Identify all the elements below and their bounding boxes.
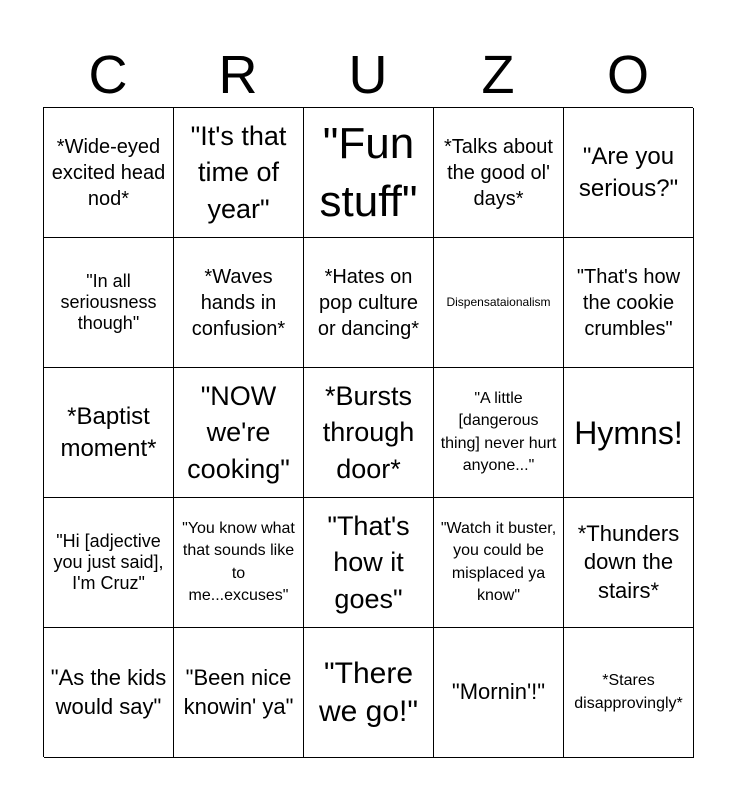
bingo-cell[interactable]: "Are you serious?" [564, 108, 694, 238]
bingo-cell[interactable]: *Waves hands in confusion* [174, 238, 304, 368]
bingo-cell[interactable]: Hymns! [564, 368, 694, 498]
bingo-cell[interactable]: *Hates on pop culture or dancing* [304, 238, 434, 368]
bingo-cell[interactable]: "Fun stuff" [304, 108, 434, 238]
header-letter-o: O [606, 45, 649, 105]
bingo-cell[interactable]: "Mornin'!" [434, 628, 564, 758]
bingo-cell[interactable]: "It's that time of year" [174, 108, 304, 238]
bingo-cell[interactable]: *Baptist moment* [44, 368, 174, 498]
bingo-cell[interactable]: "NOW we're cooking" [174, 368, 304, 498]
bingo-cell[interactable]: "A little [dangerous thing] never hurt anyone..." [434, 368, 564, 498]
bingo-cell[interactable]: "Watch it buster, you could be misplaced ya know" [434, 498, 564, 628]
bingo-cell[interactable]: "In all seriousness though" [44, 238, 174, 368]
bingo-cell[interactable]: "There we go!" [304, 628, 434, 758]
bingo-grid [43, 107, 693, 757]
bingo-cell[interactable]: *Talks about the good ol' days* [434, 108, 564, 238]
bingo-cell[interactable]: *Thunders down the stairs* [564, 498, 694, 628]
bingo-cell[interactable]: *Bursts through door* [304, 368, 434, 498]
header-letter-r: R [218, 45, 258, 105]
header-letter-z: Z [481, 45, 515, 105]
bingo-cell[interactable]: "Been nice knowin' ya" [174, 628, 304, 758]
bingo-cell[interactable]: "That's how the cookie crumbles" [564, 238, 694, 368]
bingo-cell[interactable]: "Hi [adjective you just said], I'm Cruz" [44, 498, 174, 628]
bingo-cell[interactable]: "That's how it goes" [304, 498, 434, 628]
bingo-header [43, 42, 693, 108]
bingo-cell[interactable]: *Stares disapprovingly* [564, 628, 694, 758]
header-letter-c: C [88, 45, 128, 105]
bingo-cell[interactable]: Dispensataionalism [434, 238, 564, 368]
bingo-cell[interactable]: "You know what that sounds like to me...excuses" [174, 498, 304, 628]
bingo-cell[interactable]: "As the kids would say" [44, 628, 174, 758]
header-letter-u: U [348, 45, 388, 105]
bingo-cell[interactable]: *Wide-eyed excited head nod* [44, 108, 174, 238]
